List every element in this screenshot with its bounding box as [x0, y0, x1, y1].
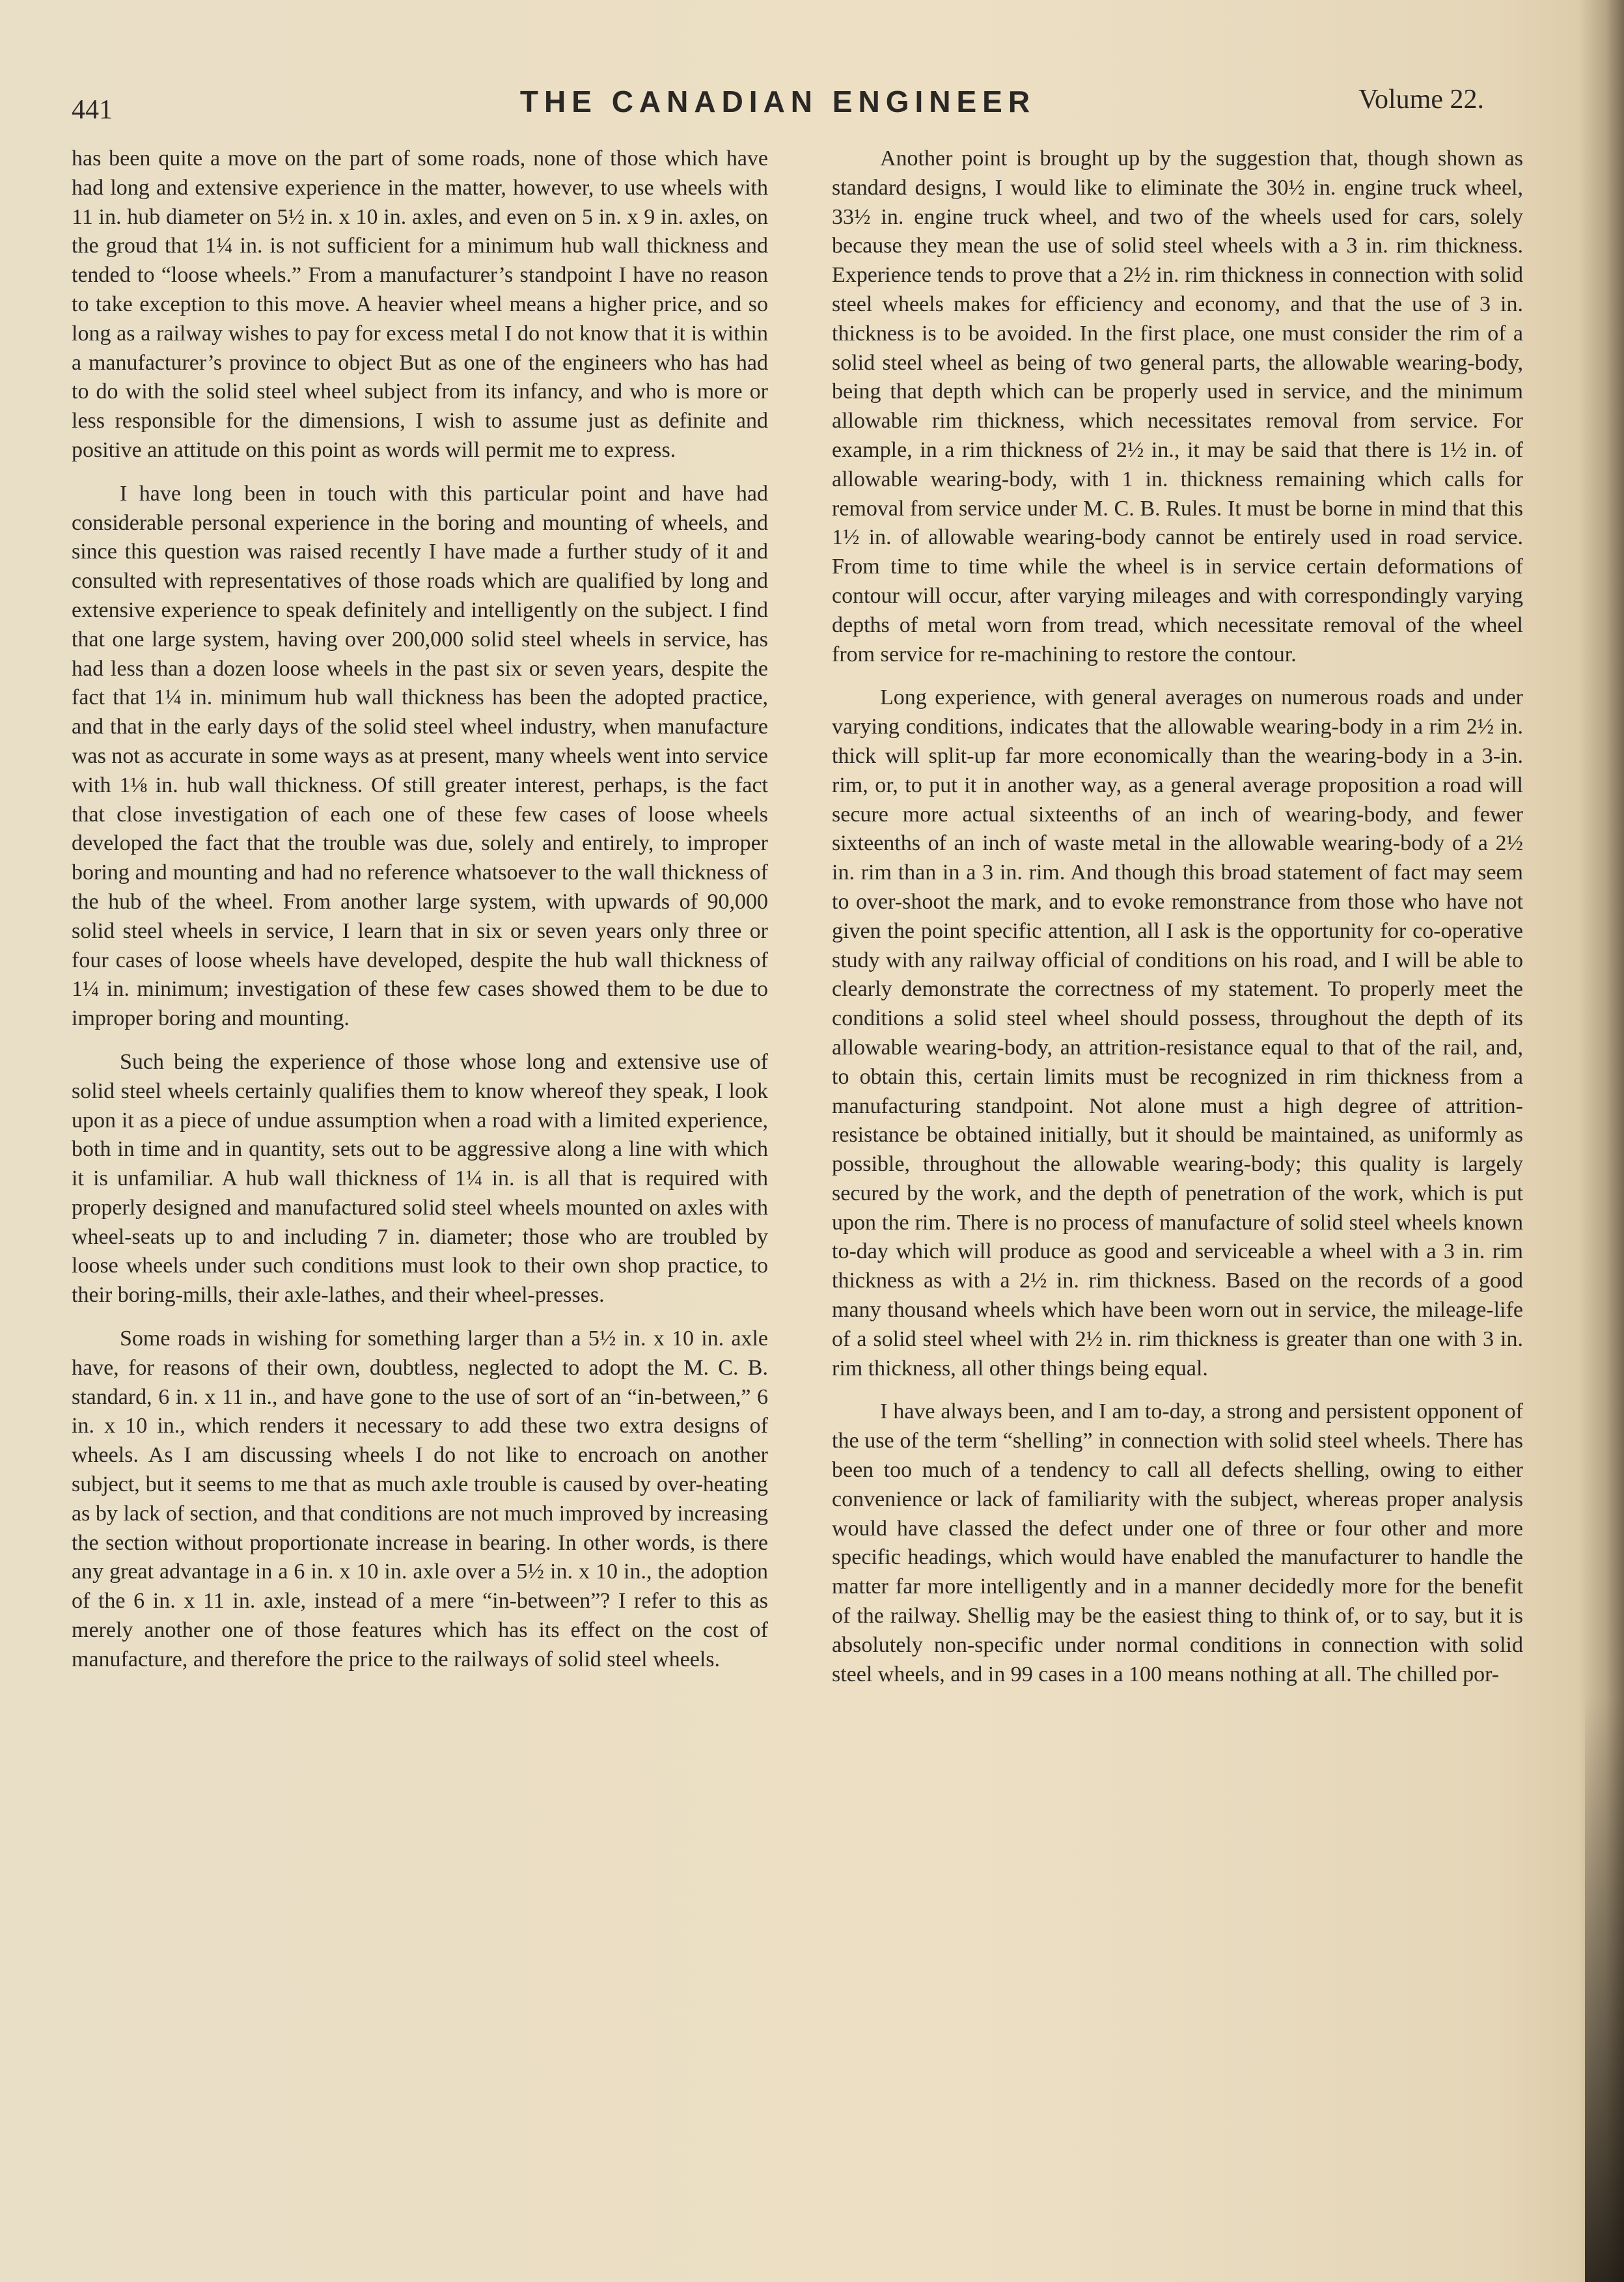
- paragraph: Some roads in wishing for something larger than a 5½ in. x 10 in. axle have, for reasons of their own, doubtless, neglected to adopt the M. C. B. standard, 6 in. x 11 in., and have gone to the use of sort of an “in-between,” 6 in. x 10 in., which renders it necessary to add these two extra designs of wheels. As I am discussing wheels I do not like to encroach on another subject, but it seems to me that as much axle trouble is caused by over-heating as by lack of section, and that conditions are not much improved by increasing the section without proportionate increase in bearing. In other words, is there any great advantage in a 6 in. x 10 in. axle over a 5½ in. x 10 in., the adoption of the 6 in. x 11 in. axle, instead of a mere “in-between”? I refer to this as merely another one of those features which has its effect on the cost of manufacture, and therefore the price to the railways of solid steel wheels.: [72, 1327, 768, 1671]
- paragraph: Long experience, with general averages on numerous roads and under varying conditions, indicates that the allowable wearing-body in a rim 2½ in. thick will split-up far more economically than the wearing-body in a 3-in. rim, or, to put it in another way, as a general average proposition a road will secure more actual sixteenths of an inch of wearing-body, and fewer sixteenths of an inch of waste metal in the allowable wearing-body of a 2½ in. rim than in a 3 in. rim. And though this broad statement of fact may seem to over-shoot the mark, and to evoke remonstrance from those who have not given the point specific attention, all I ask is the opportunity for co-operative study with any railway official of conditions on his road, and I will be able to clearly demonstrate the correctness of my statement. To properly meet the conditions a solid steel wheel should possess, throughout the depth of its allowable wearing-body, an attrition-resistance equal to that of the rail, and, to obtain this, certain limits must be recognized in rim thickness from a manufacturing standpoint. Not alone must a high degree of attrition-resistance be obtained initially, but it should be maintained, as uniformly as possible, throughout the allowable wearing-body; this quality is largely secured by the work, and the depth of penetration of the work, which is put upon the rim. There is no process of manufacture of solid steel wheels known to-day which will produce as good and serviceable a wheel with a 3 in. rim thickness as with a 2½ in. rim thickness. Based on the records of a good many thousand wheels which have been worn out in service, the mileage-life of a solid steel wheel with 2½ in. rim thickness is greater than one with 3 in. rim thickness, all other things being equal.: [832, 685, 1523, 1381]
- paragraph: has been quite a move on the part of some roads, none of those which have had long and extensive experience in the matter, however, to use wheels with 11 in. hub diameter on 5½ in. x 10 in. axles, and even on 5 in. x 9 in. axles, on the groud that 1¼ in. is not sufficient for a minimum hub wall thickness and tended to “loose wheels.” From a manufacturer’s standpoint I have no reason to take exception to this move. A heavier wheel means a higher price, and so long as a railway wishes to pay for excess metal I do not know that it is within a manufacturer’s province to object But as one of the engineers who has had to do with the solid steel wheel subject from its infancy, and who is more or less responsible for the dimensions, I wish to assume just as definite and positive an attitude on this point as words will permit me to express.: [72, 146, 768, 462]
- page-number: 441: [72, 95, 113, 125]
- paragraph: I have always been, and I am to-day, a strong and persistent opponent of the use of the term “shelling” in connection with solid steel wheels. There has been too much of a tendency to call all defects shelling, owing to either convenience or lack of familiarity with the subject, whereas proper analysis would have classed the defect under one of three or four other and more specific headings, which would have enabled the manufacturer to handle the matter far more intelligently and in a manner decidedly more for the benefit of the railway. Shellig may be the easiest thing to think of, or to say, but it is absolutely non-specific under normal conditions in connection with solid steel wheels, and in 99 cases in a 100 means nothing at all. The chilled por-: [832, 1399, 1523, 1686]
- paragraph: Such being the experience of those whose long and extensive use of solid steel wheels certainly qualifies them to know whereof they speak, I look upon it as a piece of undue assumption when a road with a limited experience, both in time and in quantity, sets out to be aggressive along a line with which it is unfamiliar. A hub wall thickness of 1¼ in. is all that is required with properly designed and manufactured solid steel wheels mounted on axles with wheel-seats up to and including 7 in. diameter; those who are troubled by loose wheels under such conditions must look to their own shop practice, to their boring-mills, their axle-lathes, and their wheel-presses.: [72, 1049, 768, 1308]
- volume-label: Volume 22.: [1358, 85, 1484, 115]
- paragraph: Another point is brought up by the suggestion that, though shown as standard designs, I would like to eliminate the 30½ in. engine truck wheel, 33½ in. engine truck wheel, and two of the wheels used for cars, solely because they mean the use of solid steel wheels with a 3 in. rim thickness. Experience tends to prove that a 2½ in. rim thickness in connection with solid steel wheels makes for efficiency and economy, and that the use of 3 in. thickness is to be avoided. In the first place, one must consider the rim of a solid steel wheel as being of two general parts, the allowable wearing-body, being that depth which can be properly used in service, and the minimum allowable rim thickness, which necessitates removal from service. For example, in a rim thickness of 2½ in., it may be said that there is 1½ in. of allowable wearing-body, with 1 in. thickness remaining which calls for removal from service under M. C. B. Rules. It must be borne in mind that this 1½ in. of allowable wearing-body cannot be entirely used in road service. From time to time while the wheel is in service certain deformations of contour will occur, after varying mileages and with correspondingly varying depths of metal worn from tread, which necessitate removal of the wheel from service for re-machining to restore the contour.: [832, 146, 1523, 667]
- page-corner-shadow: [1585, 1696, 1624, 2282]
- running-header: [72, 81, 1484, 127]
- journal-title: THE CANADIAN ENGINEER: [519, 85, 1036, 118]
- right-column: [832, 144, 1523, 1703]
- paragraph: I have long been in touch with this particular point and have had considerable personal experience in the boring and mounting of wheels, and since this question was raised recently I have made a further study of it and consulted with representatives of those roads which are qualified by long and extensive experience to speak definitely and intelligently on the subject. I find that one large system, having over 200,000 solid steel wheels in service, has had less than a dozen loose wheels in the past six or seven years, despite the fact that 1¼ in. minimum hub wall thickness has been the adopted practice, and that in the early days of the solid steel wheel industry, when manufacture was not as accurate in some ways as at present, many wheels went into service with 1⅛ in. hub wall thickness. Of still greater interest, perhaps, is the fact that close investigation of each one of these few cases of loose wheels developed the fact that the trouble was due, solely and entirely, to improper boring and mounting and had no reference whatsoever to the wall thickness of the hub of the wheel. From another large system, with upwards of 90,000 solid steel wheels in service, I learn that in six or seven years only three or four cases of loose wheels have developed, despite the hub wall thickness of 1¼ in. minimum; investigation of these few cases showed them to be due to improper boring and mounting.: [72, 481, 768, 1031]
- left-column: [72, 144, 768, 1689]
